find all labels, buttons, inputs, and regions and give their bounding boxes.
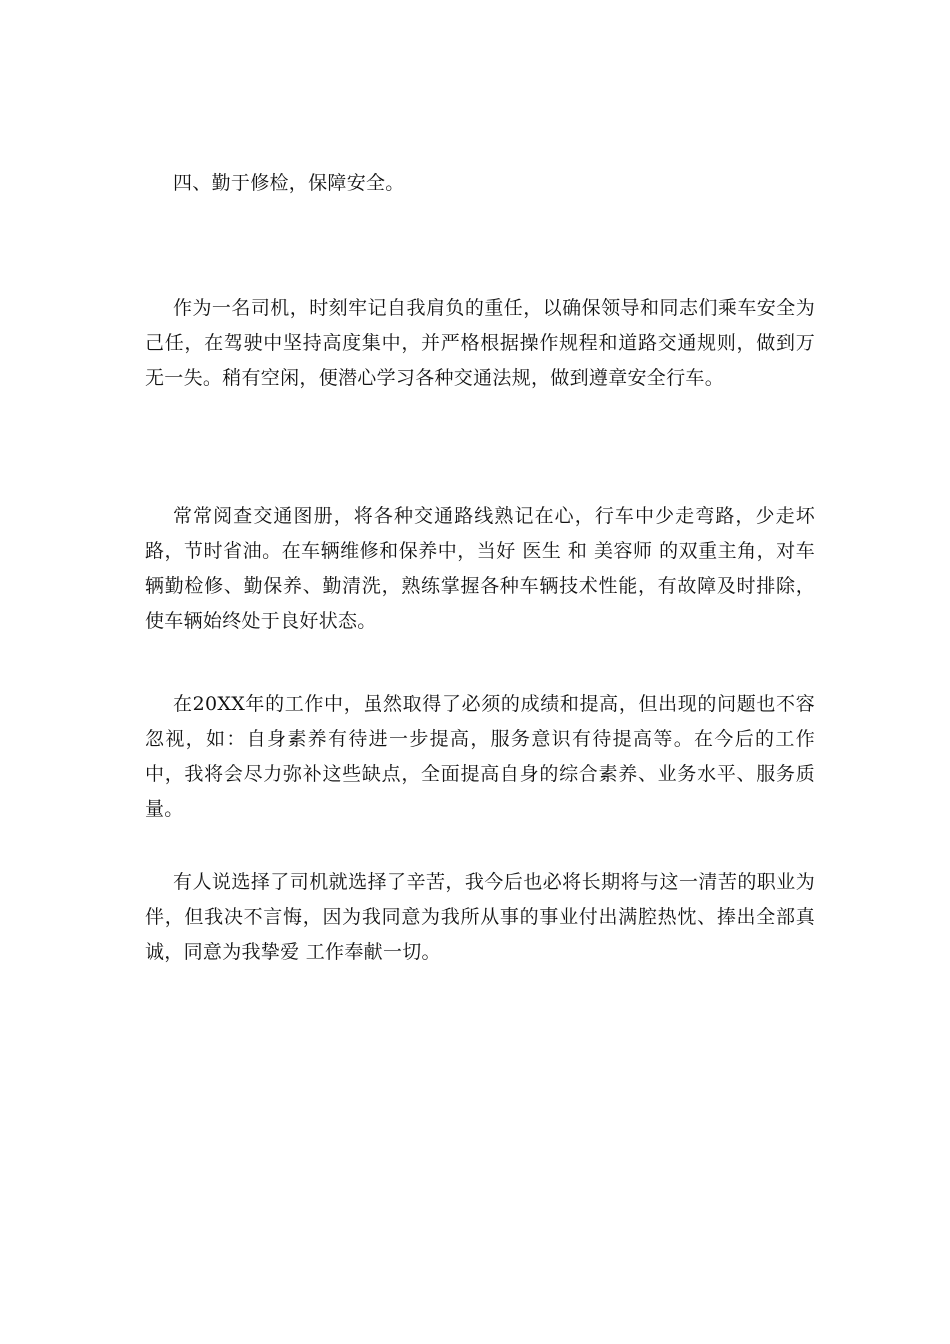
body-paragraph: 常常阅查交通图册，将各种交通路线熟记在心，行车中少走弯路，少走坏路，节时省油。在车辆维修和保养中，当好 医生 和 美容师 的双重主角，对车辆勤检修、勤保养、勤清洗，熟练掌握各种车辆技术性能，有故障及时排除，使车辆始终处于良好状态。 [145, 505, 815, 632]
body-paragraph: 有人说选择了司机就选择了辛苦，我今后也必将长期将与这一清苦的职业为伴，但我决不言悔，因为我同意为我所从事的事业付出满腔热忱、捧出全部真诚，同意为我挚爱 工作奉献一切。 [145, 871, 815, 963]
body-paragraph: 作为一名司机，时刻牢记自我肩负的重任，以确保领导和同志们乘车安全为己任，在驾驶中坚持高度集中，并严格根据操作规程和道路交通规则，做到万无一失。稍有空闲，便潜心学习各种交通法规，做到遵章安全行车。 [145, 297, 815, 389]
body-paragraph: 在20XX年的工作中，虽然取得了必须的成绩和提高，但出现的问题也不容忽视，如：自身素养有待进一步提高，服务意识有待提高等。在今后的工作中，我将会尽力弥补这些缺点，全面提高自身的综合素养、业务水平、服务质量。 [145, 693, 815, 820]
section-heading: 四、勤于修检，保障安全。 [173, 172, 405, 194]
